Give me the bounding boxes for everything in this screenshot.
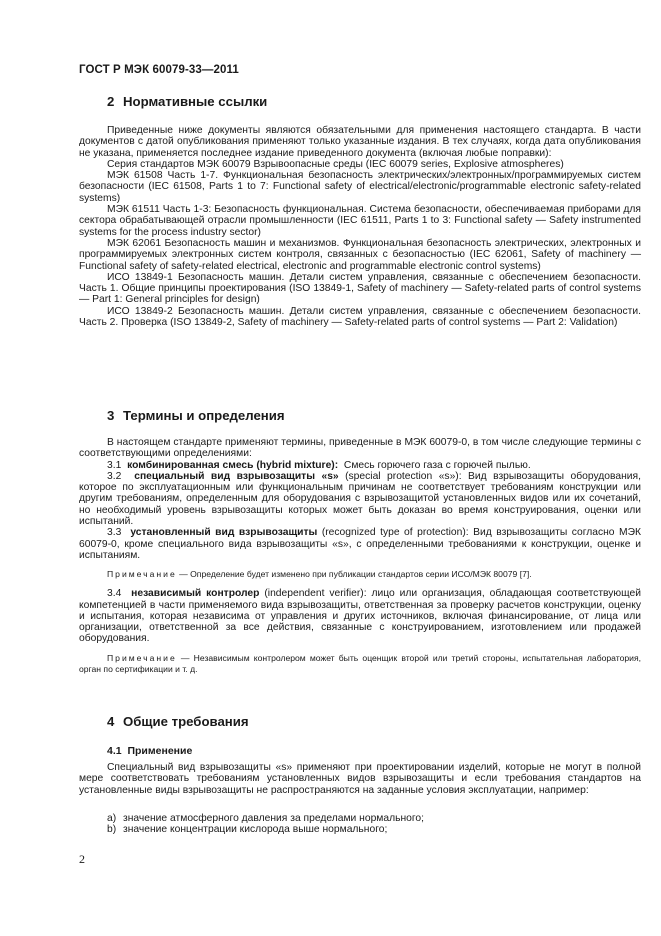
document-header: ГОСТ Р МЭК 60079-33—2011 (79, 64, 239, 76)
term-3-1 (79, 460, 641, 471)
ref-iec-60079: Серия стандартов МЭК 60079 Взрывоопасные среды (IEC 60079 series, Explosive atmospheres) (107, 158, 564, 170)
term-3-1-definition: Смесь горючего газа с горючей пылью. (343, 459, 531, 471)
term-3-1-term: комбинированная смесь (hybrid mixture): (127, 459, 339, 471)
list-item-text: значение атмосферного давления за пределами нормального; (123, 813, 425, 824)
subsection-4-1-paragraph: Специальный вид взрывозащиты «s» применяют при проектировании изделий, которые не могут в полной мере соответствовать требованиям установленных видов взрывозащиты и если требования стандартов на установленные виды взрывозащиты не распространяются на заданные условия эксплуатации, например: (79, 762, 641, 796)
term-3-1-number: 3.1 (107, 459, 122, 471)
section-3-body (79, 437, 641, 675)
section-3-number: 3 (107, 408, 115, 423)
section-2-intro: Приведенные ниже документы являются обязательными для применения настоящего стандарта. В части документов с датой опубликования применяют только указанные издания. В тех случаях, когда дата опубликования не указана, применяется последнее издание приведенного документа (включая любые поправки): (79, 125, 641, 159)
note-1-label: Примечание (107, 569, 177, 580)
note-1 (79, 569, 641, 580)
subsection-4-1-title: Применение (127, 745, 193, 757)
term-3-4-number: 3.4 (107, 588, 122, 600)
term-3-4-term: независимый контролер (131, 588, 260, 600)
term-3-4 (79, 588, 641, 644)
list-item-marker: a) (107, 813, 117, 824)
term-3-2-definition: (special protection «s»): Вид взрывозащиты оборудования, которое по эксплуатационным или функциональным причинам не соответствует требованиям конструкции или другим требованиям, определенным для оборудования с взрывозащитой установленных видов или их сочетаний, но необходимый уровень взрывозащиты которых может быть доказан во время конструирования, оценки или испытаний. (79, 470, 641, 528)
subsection-4-1-body (79, 762, 641, 796)
term-3-4-definition: (independent verifier): лицо или организация, обладающая соответствующей компетенцией в части применяемого вида взрывозащиты, ответственная за проверку расчетов конструкции, оценку и испытания, которая независима от управления и других источников, включая финансирование, от лица или организации, ответственной за все действия, связанные с конструированием, изготовлением или продажей оборудования. (79, 588, 641, 645)
term-3-2 (79, 471, 641, 527)
ref-iso-13849-2: ИСО 13849-2 Безопасность машин. Детали систем управления, связанные с обеспечением безопасности. Часть 2. Проверка (ISO 13849-2, Safety of machinery — Safety-related parts of control systems — Part 2: Validation) (79, 305, 641, 329)
section-2-title: Нормативные ссылки (123, 94, 268, 109)
list-item (107, 824, 424, 835)
term-3-2-term: специальный вид взрывозащиты «s» (134, 470, 339, 482)
term-3-3-number: 3.3 (107, 527, 122, 539)
note-2 (79, 653, 641, 675)
note-1-text: — Определение будет изменено при публикации стандартов серии ИСО/МЭК 80079 [7]. (179, 569, 532, 580)
ref-iec-61508: МЭК 61508 Часть 1-7. Функциональная безопасность электрических/электронных/программируемых систем безопасности (IEC 61508, Parts 1 to 7: Functional safety of electrical/electronic/programmable electronic safety-related systems) (79, 170, 641, 204)
section-4-title: Общие требования (123, 714, 249, 729)
note-2-text: — Независимым контролером может быть оценщик второй или третий стороны, испытательная лаборатория, орган по сертификации и т. д. (79, 652, 642, 674)
conditions-list (107, 813, 424, 836)
term-3-3-term: установленный вид взрывозащиты (130, 527, 318, 539)
section-4-number: 4 (107, 714, 115, 729)
term-3-2-number: 3.2 (107, 470, 122, 482)
subsection-4-1-number: 4.1 (107, 745, 122, 757)
subsection-4-1-heading (107, 745, 192, 757)
ref-iec-62061: МЭК 62061 Безопасность машин и механизмов. Функциональная безопасность электрических, электронных и программируемых электронных систем контроля, связанных с безопасностью (IEC 62061, Safety of machinery — Functional safety of safety-related electrical, electronic and programmable electronic control systems) (79, 237, 641, 272)
ref-iec-61511: МЭК 61511 Часть 1-3: Безопасность функциональная. Система безопасности, обеспечиваемая приборами для сектора обрабатывающей отрасли промышленности (IEC 61511, Parts 1 to 3: Functional safety — Safety instrumented systems for the process industry sector) (79, 204, 641, 238)
section-3-heading (107, 408, 285, 423)
section-2-body (79, 125, 641, 328)
list-item-text: значение концентрации кислорода выше нормального; (123, 824, 388, 836)
section-3-intro: В настоящем стандарте применяют термины, приведенные в МЭК 60079-0, в том числе следующие термины с соответствующими определениями: (79, 437, 641, 460)
section-3-title: Термины и определения (123, 408, 285, 423)
section-4-heading (107, 714, 249, 729)
ref-iso-13849-1: ИСО 13849-1 Безопасность машин. Детали систем управления, связанные с обеспечением безопасности. Часть 1. Общие принципы проектирования (ISO 13849-1, Safety of machinery — Safety-related parts of control systems — Part 1: General principles for design) (79, 271, 641, 306)
term-3-3 (79, 527, 641, 561)
section-2-heading (107, 94, 267, 109)
page-number: 2 (79, 852, 85, 866)
list-item-marker: b) (107, 824, 117, 836)
list-item (107, 813, 424, 824)
term-3-3-definition: (recognized type of protection): Вид взрывозащиты согласно МЭК 60079-0, кроме специального вида взрывозащиты «s», с определенными требованиями к конструкции, оценке и испытаниям. (79, 527, 641, 561)
note-2-label: Примечание (107, 652, 177, 663)
section-2-number: 2 (107, 94, 115, 109)
